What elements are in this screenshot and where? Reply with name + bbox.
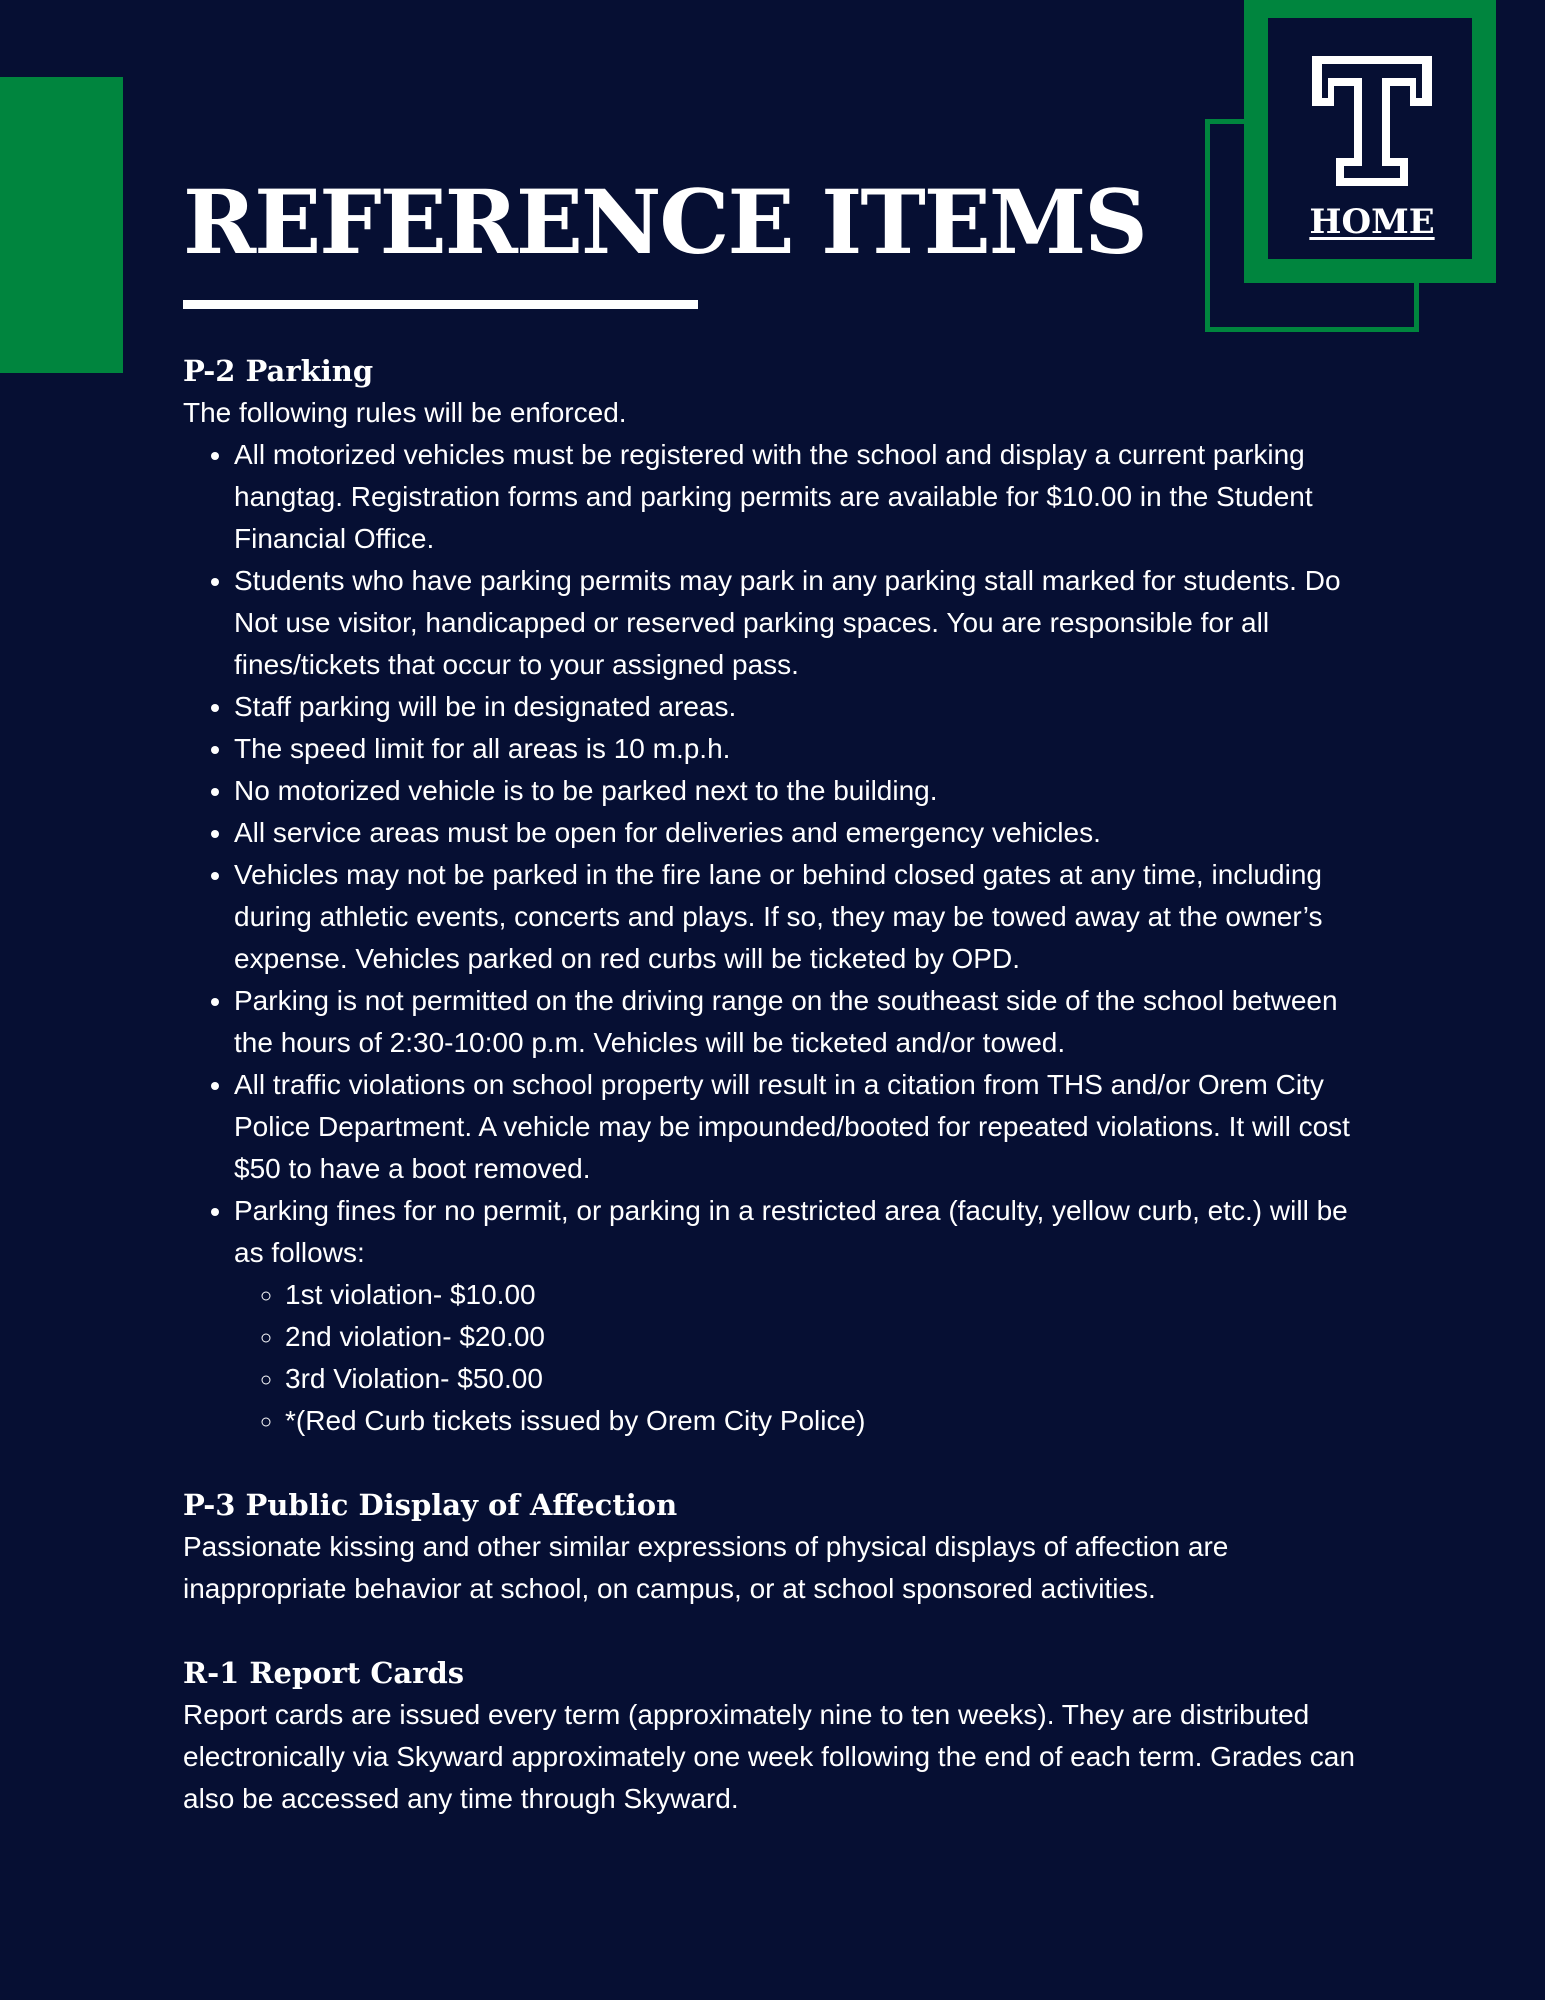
list-item: • No motorized vehicle is to be parked next to the building. [234, 770, 1383, 812]
fine-item: ◦ *(Red Curb tickets issued by Orem City Police) [285, 1400, 1383, 1442]
title-underline-divider [183, 300, 698, 309]
home-button[interactable] [1300, 42, 1444, 252]
fine-item: ◦ 2nd violation- $20.00 [285, 1316, 1383, 1358]
fine-item: ◦ 3rd Violation- $50.00 [285, 1358, 1383, 1400]
home-label: HOME [1309, 202, 1435, 242]
main-content [183, 350, 1383, 1820]
list-item: • All service areas must be open for deliveries and emergency vehicles. [234, 812, 1383, 854]
section-intro: The following rules will be enforced. [183, 397, 627, 428]
section-heading: R-1 Report Cards [183, 1656, 465, 1690]
page-title: REFERENCE ITEMS [183, 170, 1146, 274]
section-body: Passionate kissing and other similar expressions of physical displays of affection are inappropriate behavior at school, on campus, or at school sponsored activities. [183, 1531, 1229, 1604]
list-item: • Vehicles may not be parked in the fire lane or behind closed gates at any time, including during athletic events, concerts and plays. If so, they may be towed away at the owner’s expense. Vehicles parked on red curbs will be ticketed by OPD. [234, 854, 1383, 980]
list-item: • The speed limit for all areas is 10 m.p.h. [234, 728, 1383, 770]
fine-item: ◦ 1st violation- $10.00 [285, 1274, 1383, 1316]
list-item: • All motorized vehicles must be registered with the school and display a current parking hangtag. Registration forms and parking permits are available for $10.00 in the Student Financial Office. [234, 434, 1383, 560]
list-item: • All traffic violations on school property will result in a citation from THS and/or Orem City Police Department. A vehicle may be impounded/booted for repeated violations. It will cost $50 to have a boot removed. [234, 1064, 1383, 1190]
list-item: • Staff parking will be in designated areas. [234, 686, 1383, 728]
section-public-display-of-affection [183, 1484, 1383, 1610]
list-item-with-sublist [234, 1190, 1383, 1442]
section-heading: P-3 Public Display of Affection [183, 1488, 678, 1522]
school-t-logo-icon [1310, 54, 1434, 188]
section-body: Report cards are issued every term (approximately nine to ten weeks). They are distributed electronically via Skyward approximately one week following the end of each term. Grades can also be accessed any time through Skyward. [183, 1699, 1355, 1814]
list-item: • Students who have parking permits may park in any parking stall marked for students. Do Not use visitor, handicapped or reserved parking spaces. You are responsible for all fines/tickets that occur to your assigned pass. [234, 560, 1383, 686]
decorative-green-block [0, 77, 123, 373]
section-report-cards [183, 1652, 1383, 1820]
parking-rules-list [183, 434, 1383, 1442]
list-item: • Parking is not permitted on the driving range on the southeast side of the school between the hours of 2:30-10:00 p.m. Vehicles will be ticketed and/or towed. [234, 980, 1383, 1064]
section-spacer [183, 1610, 1383, 1652]
parking-fines-list [234, 1274, 1383, 1442]
section-spacer [183, 1442, 1383, 1484]
list-item-text: Parking fines for no permit, or parking in a restricted area (faculty, yellow curb, etc.) will be as follows: [234, 1195, 1348, 1268]
section-heading: P-2 Parking [183, 354, 374, 388]
section-parking [183, 350, 1383, 1442]
